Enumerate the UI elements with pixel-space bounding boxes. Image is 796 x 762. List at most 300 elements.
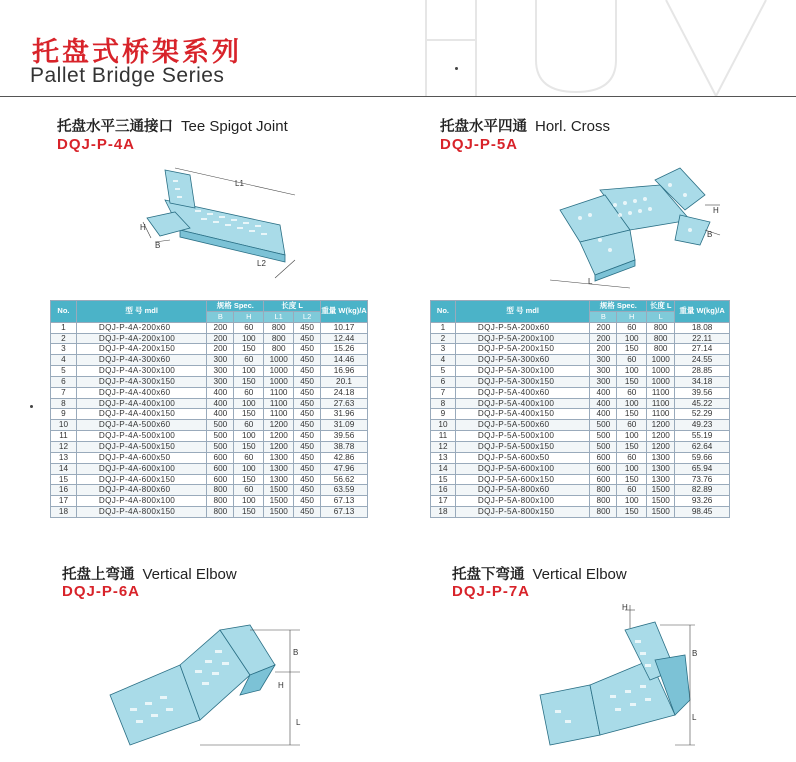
model-cell: DQJ-P-5A-300x100 (455, 366, 589, 377)
table-row (431, 398, 730, 409)
table-cell: 300 (207, 376, 234, 387)
table-cell: 39.56 (321, 431, 368, 442)
label-l: L (296, 718, 301, 727)
table-row (51, 376, 368, 387)
table-cell: 1200 (264, 441, 294, 452)
col-h: H (234, 311, 264, 322)
table-cell: 500 (590, 420, 617, 431)
section-code-elbow-up: DQJ-P-6A (62, 583, 141, 600)
table-cell: 11 (431, 431, 456, 442)
table-cell: 4 (51, 355, 77, 366)
table-cell: 1200 (647, 441, 675, 452)
table-cell: 8 (51, 398, 77, 409)
table-row (51, 463, 368, 474)
table-cell: 60 (234, 322, 264, 333)
model-cell: DQJ-P-5A-400x150 (455, 409, 589, 420)
table-cell: 60 (617, 387, 647, 398)
table-cell: 27.14 (675, 344, 730, 355)
table-cell: 63.59 (321, 485, 368, 496)
table-cell: 15 (431, 474, 456, 485)
model-cell: DQJ-P-4A-300x100 (76, 366, 207, 377)
table-cell: 450 (294, 496, 321, 507)
background-watermark (416, 0, 796, 96)
table-cell: 100 (234, 398, 264, 409)
table-cell: 1300 (264, 474, 294, 485)
model-cell: DQJ-P-5A-300x150 (455, 376, 589, 387)
table-cell: 100 (617, 333, 647, 344)
table-cell: 10.17 (321, 322, 368, 333)
section-code-tee: DQJ-P-4A (57, 136, 136, 153)
table-cell: 450 (294, 387, 321, 398)
table-row (431, 420, 730, 431)
col-h: H (617, 311, 647, 322)
table-cell: 7 (431, 387, 456, 398)
section-title-cross (440, 115, 610, 136)
table-cell: 24.18 (321, 387, 368, 398)
table-cell: 800 (264, 333, 294, 344)
section-code-cross: DQJ-P-5A (440, 136, 519, 153)
table-cell: 1100 (264, 409, 294, 420)
table-cell: 9 (51, 409, 77, 420)
table-cell: 60 (234, 387, 264, 398)
table-cell: 31.96 (321, 409, 368, 420)
table-cell: 800 (647, 344, 675, 355)
table-cell: 3 (431, 344, 456, 355)
vertical-elbow-down-diagram (530, 600, 720, 750)
table-cell: 100 (617, 366, 647, 377)
model-cell: DQJ-P-5A-800x100 (455, 496, 589, 507)
table-cell: 500 (590, 431, 617, 442)
table-cell: 13 (51, 452, 77, 463)
table-cell: 1500 (264, 485, 294, 496)
table-cell: 100 (617, 431, 647, 442)
table-cell: 600 (590, 474, 617, 485)
table-cell: 450 (294, 355, 321, 366)
table-cell: 52.29 (675, 409, 730, 420)
table-cell: 56.62 (321, 474, 368, 485)
table-cell: 10 (431, 420, 456, 431)
label-l: L (588, 277, 593, 286)
table-cell: 1300 (647, 463, 675, 474)
table-row (51, 333, 368, 344)
table-cell: 1000 (647, 366, 675, 377)
section-title-cn: 托盘水平四通 (440, 119, 527, 135)
table-cell: 59.66 (675, 452, 730, 463)
col-no: No. (51, 301, 77, 323)
table-cell: 1100 (647, 409, 675, 420)
section-title-cn: 托盘上弯通 (62, 567, 135, 583)
table-cell: 600 (590, 463, 617, 474)
table-cell: 150 (234, 409, 264, 420)
model-cell: DQJ-P-4A-500x100 (76, 431, 207, 442)
table-cell: 62.64 (675, 441, 730, 452)
table-cell: 800 (207, 496, 234, 507)
table-cell: 8 (431, 398, 456, 409)
table-row (51, 496, 368, 507)
table-cell: 300 (590, 376, 617, 387)
table-cell: 60 (234, 420, 264, 431)
table-row (431, 496, 730, 507)
col-l2: L2 (294, 311, 321, 322)
table-cell: 1200 (647, 431, 675, 442)
table-cell: 60 (234, 355, 264, 366)
table-row (431, 431, 730, 442)
table-cell: 3 (51, 344, 77, 355)
table-cell: 450 (294, 366, 321, 377)
model-cell: DQJ-P-5A-200x150 (455, 344, 589, 355)
label-h: H (713, 206, 719, 215)
table-cell: 150 (234, 474, 264, 485)
model-cell: DQJ-P-5A-300x60 (455, 355, 589, 366)
table-cell: 150 (234, 507, 264, 518)
table-cell: 2 (431, 333, 456, 344)
table-cell: 800 (207, 507, 234, 518)
section-code-elbow-down: DQJ-P-7A (452, 583, 531, 600)
table-cell: 5 (51, 366, 77, 377)
decor-dot (455, 67, 458, 70)
table-cell: 1000 (264, 355, 294, 366)
table-cell: 200 (207, 344, 234, 355)
table-cell: 600 (207, 463, 234, 474)
table-cell: 400 (590, 398, 617, 409)
col-l1: L1 (264, 311, 294, 322)
table-cell: 800 (590, 507, 617, 518)
table-cell: 14 (51, 463, 77, 474)
table-row (51, 507, 368, 518)
table-cell: 450 (294, 441, 321, 452)
table-cell: 7 (51, 387, 77, 398)
table-row (51, 485, 368, 496)
table-cell: 200 (207, 322, 234, 333)
table-row (431, 366, 730, 377)
table-row (51, 452, 368, 463)
model-cell: DQJ-P-5A-500x60 (455, 420, 589, 431)
table-row (431, 376, 730, 387)
table-cell: 150 (234, 376, 264, 387)
table-cell: 450 (294, 507, 321, 518)
table-cell: 450 (294, 376, 321, 387)
table-cell: 150 (617, 507, 647, 518)
table-row (431, 333, 730, 344)
table-cell: 500 (207, 420, 234, 431)
table-cell: 450 (294, 333, 321, 344)
col-b: B (590, 311, 617, 322)
table-cell: 55.19 (675, 431, 730, 442)
table-cell: 450 (294, 344, 321, 355)
table-cell: 400 (207, 398, 234, 409)
table-row (431, 409, 730, 420)
table-cell: 20.1 (321, 376, 368, 387)
table-row (51, 441, 368, 452)
table-cell: 800 (264, 344, 294, 355)
table-cell: 800 (590, 485, 617, 496)
table-cell: 1200 (264, 431, 294, 442)
table-cell: 42.86 (321, 452, 368, 463)
model-cell: DQJ-P-4A-200x60 (76, 322, 207, 333)
label-b: B (707, 230, 713, 239)
table-cell: 15.26 (321, 344, 368, 355)
table-cell: 450 (294, 420, 321, 431)
table-cell: 18 (431, 507, 456, 518)
table-cell: 150 (617, 409, 647, 420)
table-cell: 60 (617, 452, 647, 463)
table-cell: 150 (617, 344, 647, 355)
table-cell: 39.56 (675, 387, 730, 398)
table-cell: 45.22 (675, 398, 730, 409)
table-cell: 300 (207, 355, 234, 366)
table-cell: 1300 (647, 474, 675, 485)
table-cell: 200 (207, 333, 234, 344)
table-row (431, 485, 730, 496)
table-cell: 10 (51, 420, 77, 431)
table-cell: 1500 (647, 485, 675, 496)
table-cell: 100 (617, 463, 647, 474)
table-cell: 2 (51, 333, 77, 344)
table-cell: 400 (207, 387, 234, 398)
table-cell: 600 (207, 452, 234, 463)
table-cell: 1 (431, 322, 456, 333)
table-cell: 5 (431, 366, 456, 377)
table-cell: 450 (294, 398, 321, 409)
table-cell: 60 (234, 452, 264, 463)
label-h: H (278, 681, 284, 690)
table-cell: 1500 (647, 496, 675, 507)
label-h: H (622, 603, 628, 612)
label-l2: L2 (257, 259, 266, 268)
section-title-en: Vertical Elbow (532, 566, 627, 583)
table-cell: 22.11 (675, 333, 730, 344)
table-cell: 200 (590, 333, 617, 344)
col-length: 长度 L (264, 301, 321, 312)
col-weight: 重量 W(kg)/A (675, 301, 730, 323)
table-cell: 6 (431, 376, 456, 387)
table-cell: 150 (234, 344, 264, 355)
table-row (51, 322, 368, 333)
table-cell: 60 (234, 485, 264, 496)
model-cell: DQJ-P-4A-400x60 (76, 387, 207, 398)
section-title-elbow-down (452, 563, 627, 584)
table-cell: 600 (207, 474, 234, 485)
tee-joint-diagram (135, 160, 305, 285)
table-row (51, 387, 368, 398)
col-no: No. (431, 301, 456, 323)
model-cell: DQJ-P-4A-500x60 (76, 420, 207, 431)
table-row (51, 366, 368, 377)
model-cell: DQJ-P-5A-200x60 (455, 322, 589, 333)
table-cell: 1100 (264, 398, 294, 409)
table-cell: 47.96 (321, 463, 368, 474)
table-row (51, 398, 368, 409)
table-cell: 1100 (647, 387, 675, 398)
vertical-elbow-up-diagram (100, 620, 320, 750)
section-title-elbow-up (62, 563, 237, 584)
col-spec: 规格 Spec. (590, 301, 647, 312)
table-cell: 93.26 (675, 496, 730, 507)
table-cell: 150 (617, 441, 647, 452)
model-cell: DQJ-P-4A-600x150 (76, 474, 207, 485)
table-cell: 150 (617, 474, 647, 485)
model-cell: DQJ-P-5A-600x150 (455, 474, 589, 485)
section-title-cn: 托盘水平三通接口 (57, 119, 173, 135)
table-cell: 67.13 (321, 496, 368, 507)
table-cell: 150 (234, 441, 264, 452)
table-cell: 150 (617, 376, 647, 387)
table-cell: 400 (590, 387, 617, 398)
model-cell: DQJ-P-5A-500x100 (455, 431, 589, 442)
table-cell: 17 (51, 496, 77, 507)
section-title-cn: 托盘下弯通 (452, 567, 525, 583)
table-cell: 27.63 (321, 398, 368, 409)
table-cell: 300 (590, 355, 617, 366)
section-title-en: Horl. Cross (535, 118, 611, 135)
table-row (431, 463, 730, 474)
table-cell: 12 (431, 441, 456, 452)
table-row (431, 441, 730, 452)
table-row (431, 322, 730, 333)
model-cell: DQJ-P-4A-400x100 (76, 398, 207, 409)
table-cell: 28.85 (675, 366, 730, 377)
table-cell: 200 (590, 344, 617, 355)
model-cell: DQJ-P-5A-800x60 (455, 485, 589, 496)
table-cell: 200 (590, 322, 617, 333)
model-cell: DQJ-P-4A-800x60 (76, 485, 207, 496)
table-row (51, 355, 368, 366)
spec-table-tee (50, 300, 368, 518)
table-cell: 450 (294, 452, 321, 463)
table-cell: 16 (51, 485, 77, 496)
table-cell: 600 (590, 452, 617, 463)
col-spec: 规格 Spec. (207, 301, 264, 312)
table-cell: 18.08 (675, 322, 730, 333)
table-cell: 100 (617, 496, 647, 507)
model-cell: DQJ-P-4A-500x150 (76, 441, 207, 452)
col-l: L (647, 311, 675, 322)
table-cell: 450 (294, 463, 321, 474)
label-l: L (692, 713, 697, 722)
table-row (431, 474, 730, 485)
table-cell: 60 (617, 420, 647, 431)
table-cell: 49.23 (675, 420, 730, 431)
table-cell: 60 (617, 355, 647, 366)
table-cell: 450 (294, 485, 321, 496)
table-cell: 1000 (264, 366, 294, 377)
col-b: B (207, 311, 234, 322)
table-row (51, 409, 368, 420)
table-cell: 1 (51, 322, 77, 333)
table-cell: 15 (51, 474, 77, 485)
table-cell: 14 (431, 463, 456, 474)
table-cell: 800 (264, 322, 294, 333)
table-row (51, 420, 368, 431)
table-cell: 98.45 (675, 507, 730, 518)
table-cell: 9 (431, 409, 456, 420)
section-title-en: Vertical Elbow (142, 566, 237, 583)
table-cell: 450 (294, 474, 321, 485)
table-cell: 12.44 (321, 333, 368, 344)
label-b: B (692, 649, 698, 658)
table-row (431, 355, 730, 366)
table-cell: 1100 (647, 398, 675, 409)
table-cell: 400 (207, 409, 234, 420)
label-l1: L1 (235, 179, 244, 188)
model-cell: DQJ-P-5A-600x50 (455, 452, 589, 463)
table-cell: 4 (431, 355, 456, 366)
table-cell: 1200 (264, 420, 294, 431)
table-cell: 800 (647, 333, 675, 344)
model-cell: DQJ-P-5A-600x100 (455, 463, 589, 474)
table-cell: 67.13 (321, 507, 368, 518)
model-cell: DQJ-P-4A-400x150 (76, 409, 207, 420)
table-cell: 16.96 (321, 366, 368, 377)
table-cell: 13 (431, 452, 456, 463)
model-cell: DQJ-P-4A-300x150 (76, 376, 207, 387)
table-row (51, 431, 368, 442)
table-cell: 6 (51, 376, 77, 387)
table-cell: 16 (431, 485, 456, 496)
table-cell: 24.55 (675, 355, 730, 366)
table-cell: 73.76 (675, 474, 730, 485)
table-cell: 34.18 (675, 376, 730, 387)
table-cell: 800 (207, 485, 234, 496)
table-cell: 100 (617, 398, 647, 409)
horizontal-cross-diagram (540, 160, 730, 290)
table-cell: 500 (207, 441, 234, 452)
table-cell: 11 (51, 431, 77, 442)
model-cell: DQJ-P-5A-500x150 (455, 441, 589, 452)
model-cell: DQJ-P-4A-800x150 (76, 507, 207, 518)
table-cell: 1500 (264, 507, 294, 518)
model-cell: DQJ-P-5A-400x60 (455, 387, 589, 398)
label-b: B (155, 241, 161, 250)
table-cell: 1500 (647, 507, 675, 518)
table-cell: 1300 (264, 463, 294, 474)
model-cell: DQJ-P-4A-600x50 (76, 452, 207, 463)
page-title-cn: 托盘式桥架系列 (32, 37, 242, 68)
table-cell: 450 (294, 431, 321, 442)
table-cell: 31.09 (321, 420, 368, 431)
table-cell: 1500 (264, 496, 294, 507)
table-cell: 800 (647, 322, 675, 333)
spec-table-cross (430, 300, 730, 518)
col-model: 型 号 mdl (76, 301, 207, 323)
label-h: H (140, 223, 146, 232)
table-cell: 60 (617, 485, 647, 496)
model-cell: DQJ-P-5A-200x100 (455, 333, 589, 344)
table-cell: 100 (234, 366, 264, 377)
table-cell: 65.94 (675, 463, 730, 474)
table-row (51, 474, 368, 485)
table-row (431, 507, 730, 518)
section-title-tee (57, 115, 288, 136)
table-cell: 100 (234, 496, 264, 507)
col-length: 长度 L (647, 301, 675, 312)
table-cell: 450 (294, 409, 321, 420)
table-cell: 1200 (647, 420, 675, 431)
table-cell: 1300 (647, 452, 675, 463)
col-model: 型 号 mdl (455, 301, 589, 323)
table-cell: 1000 (264, 376, 294, 387)
table-row (431, 387, 730, 398)
model-cell: DQJ-P-4A-600x100 (76, 463, 207, 474)
page-title-en: Pallet Bridge Series (30, 64, 225, 87)
decor-dot (30, 405, 33, 408)
table-cell: 1000 (647, 355, 675, 366)
model-cell: DQJ-P-4A-300x60 (76, 355, 207, 366)
table-cell: 60 (617, 322, 647, 333)
col-weight: 重量 W(kg)/A (321, 301, 368, 323)
table-cell: 1000 (647, 376, 675, 387)
table-cell: 100 (234, 431, 264, 442)
